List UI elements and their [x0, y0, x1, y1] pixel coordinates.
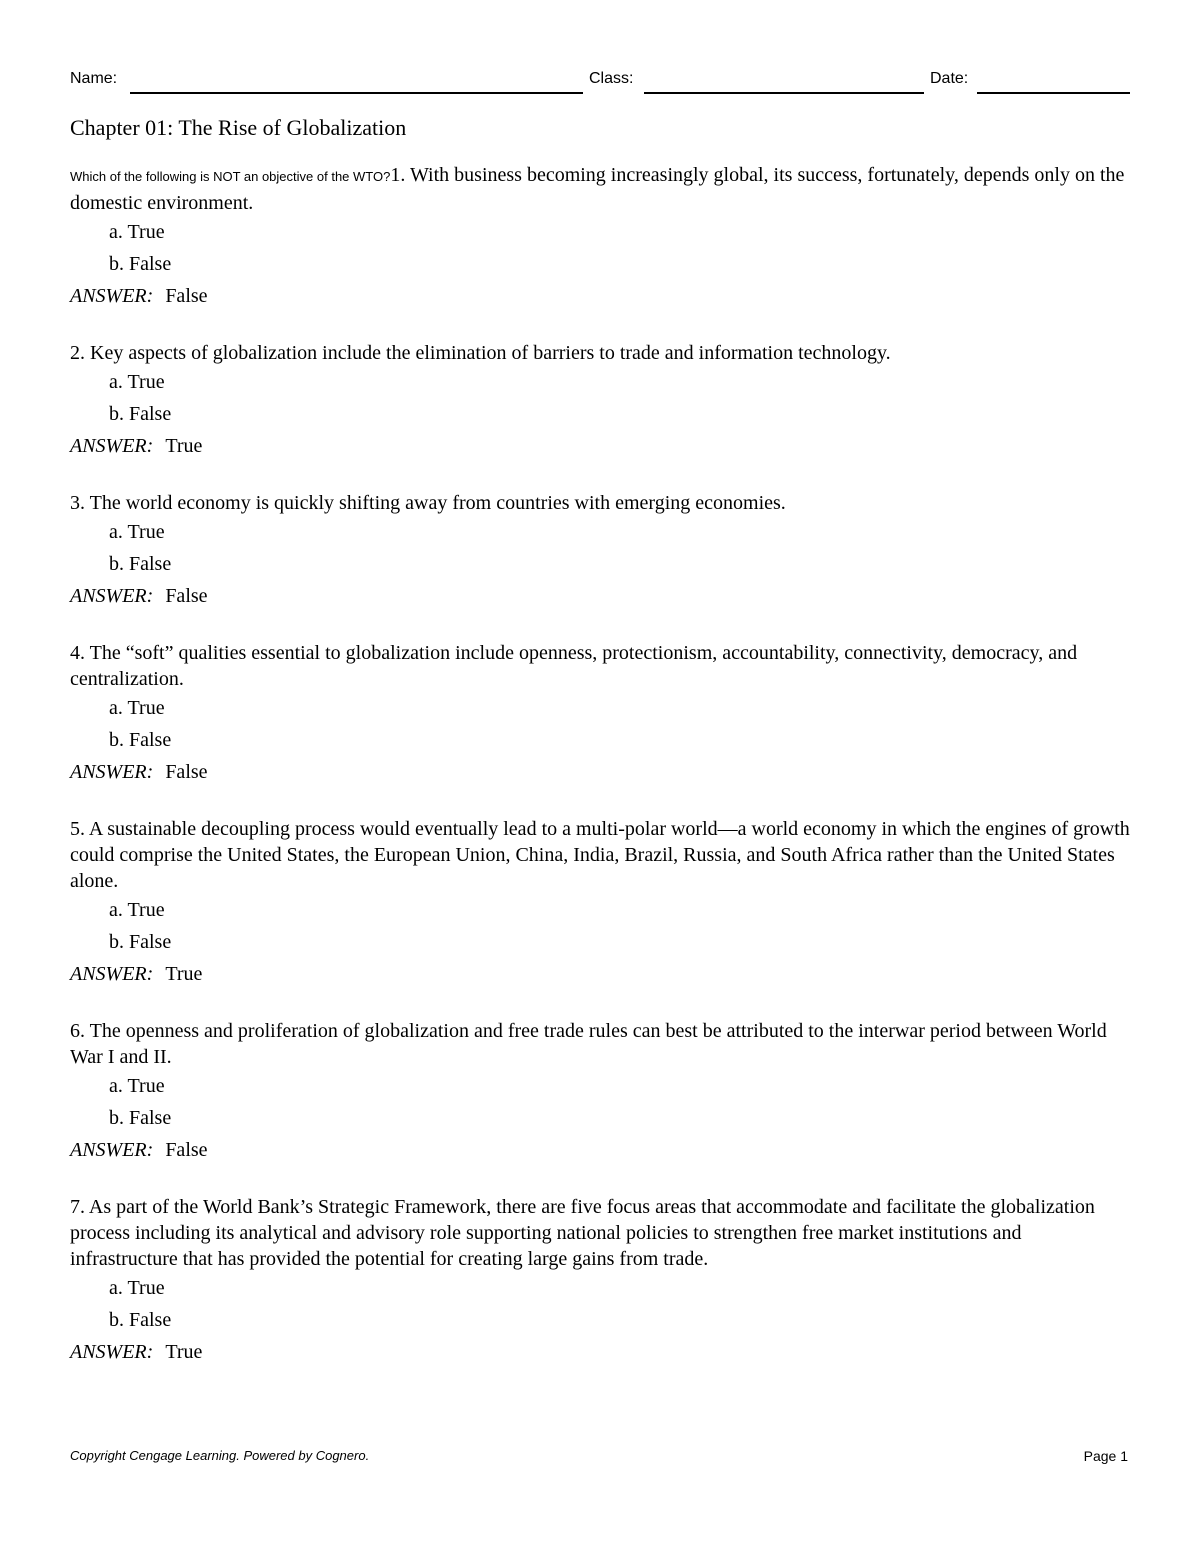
question-stem	[70, 816, 1130, 894]
option-b: b. False	[109, 729, 172, 751]
student-info-header	[70, 70, 1130, 96]
question-item	[70, 1018, 1130, 1166]
option-a: a. True	[109, 697, 165, 719]
answer-label: ANSWER:	[70, 963, 154, 985]
answer-line	[70, 430, 1130, 462]
answer-line	[70, 280, 1130, 312]
question-text: 1. With business becoming increasingly global, its success, fortunately, depends only on the domestic environment.	[70, 164, 1125, 214]
answer-line	[70, 1134, 1130, 1166]
option-b: b. False	[109, 403, 172, 425]
answer-label: ANSWER:	[70, 435, 154, 457]
answer-value: True	[165, 435, 203, 457]
question-text: 7. As part of the World Bank’s Strategic Framework, there are five focus areas that accommodate and facilitate the globalization process including its analytical and advisory role supporting national policies to strengthen free market institutions and infrastructure that has provided the potential for creating large gains from trade.	[70, 1196, 1095, 1270]
answer-value: True	[165, 1341, 203, 1363]
question-item	[70, 640, 1130, 788]
question-item	[70, 162, 1130, 312]
answer-label: ANSWER:	[70, 285, 154, 307]
question-stem	[70, 1018, 1130, 1070]
question-prefix: Which of the following is NOT an objective of the WTO?	[70, 169, 391, 184]
copyright-footer: Copyright Cengage Learning. Powered by Cognero.	[70, 1448, 370, 1463]
question-text: 5. A sustainable decoupling process would eventually lead to a multi-polar world—a world economy in which the engines of growth could comprise the United States, the European Union, China, India, Brazil, Russia, and South Africa rather than the United States alone.	[70, 818, 1130, 892]
question-text: 2. Key aspects of globalization include the elimination of barriers to trade and information technology.	[70, 342, 891, 364]
class-blank-line	[644, 92, 924, 94]
date-blank-line	[977, 92, 1130, 94]
answer-line	[70, 756, 1130, 788]
question-item	[70, 340, 1130, 462]
question-item	[70, 490, 1130, 612]
answer-value: False	[165, 761, 208, 783]
name-label: Name:	[70, 70, 118, 87]
answer-line	[70, 958, 1130, 990]
question-text: 6. The openness and proliferation of globalization and free trade rules can best be attributed to the interwar period between World War I and II.	[70, 1020, 1107, 1068]
answer-label: ANSWER:	[70, 1139, 154, 1161]
option-a: a. True	[109, 899, 165, 921]
question-text: 3. The world economy is quickly shifting away from countries with emerging economies.	[70, 492, 786, 514]
question-item	[70, 816, 1130, 990]
class-label: Class:	[589, 70, 634, 87]
answer-label: ANSWER:	[70, 1341, 154, 1363]
option-b: b. False	[109, 1309, 172, 1331]
option-a: a. True	[109, 221, 165, 243]
answer-label: ANSWER:	[70, 761, 154, 783]
question-stem	[70, 1194, 1130, 1272]
option-a: a. True	[109, 1075, 165, 1097]
question-stem	[70, 490, 1130, 516]
answer-value: False	[165, 585, 208, 607]
question-stem	[70, 162, 1130, 216]
question-item	[70, 1194, 1130, 1368]
option-a: a. True	[109, 1277, 165, 1299]
answer-line	[70, 1336, 1130, 1368]
option-a: a. True	[109, 371, 165, 393]
name-blank-line	[130, 92, 583, 94]
page-number: Page 1	[1083, 1448, 1128, 1464]
option-b: b. False	[109, 553, 172, 575]
question-stem	[70, 640, 1130, 692]
option-a: a. True	[109, 521, 165, 543]
question-list	[70, 162, 1130, 1396]
question-text: 4. The “soft” qualities essential to globalization include openness, protectionism, accountability, connectivity, democracy, and centralization.	[70, 642, 1078, 690]
answer-line	[70, 580, 1130, 612]
date-label: Date:	[930, 70, 969, 87]
option-b: b. False	[109, 931, 172, 953]
answer-value: True	[165, 963, 203, 985]
answer-value: False	[165, 1139, 208, 1161]
chapter-title: Chapter 01: The Rise of Globalization	[70, 115, 407, 140]
question-stem	[70, 340, 1130, 366]
answer-label: ANSWER:	[70, 585, 154, 607]
option-b: b. False	[109, 1107, 172, 1129]
option-b: b. False	[109, 253, 172, 275]
answer-value: False	[165, 285, 208, 307]
